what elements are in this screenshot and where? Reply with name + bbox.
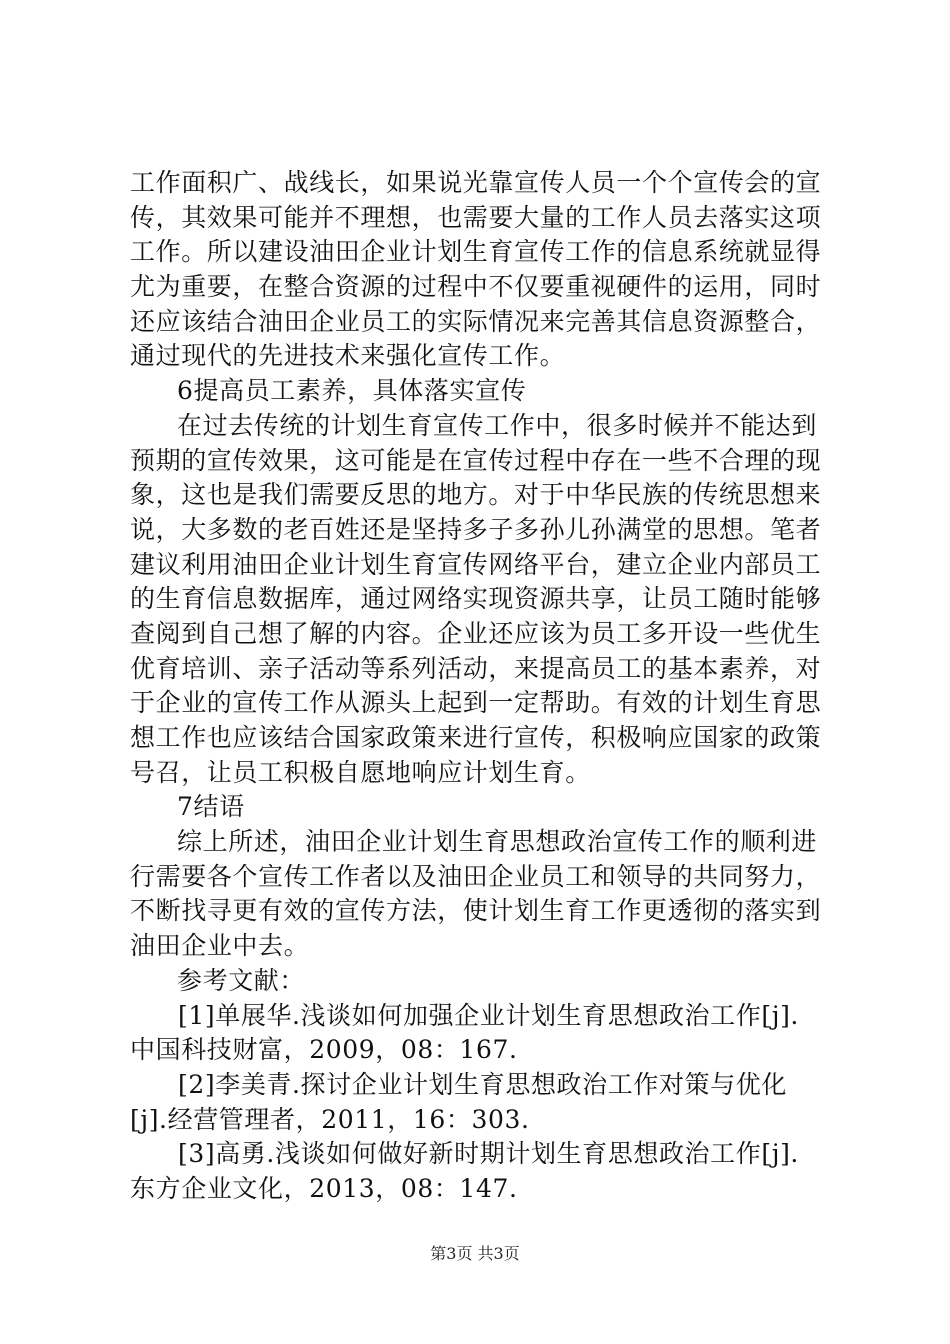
section-heading [130,374,830,409]
reference-line: [2]李美青.探讨企业计划生育思想政治工作对策与优化 [178,1069,787,1099]
references-heading-text: 参考文献： [177,965,306,995]
document-body [130,166,830,1207]
text-line: 还应该结合油田企业员工的实际情况来完善其信息资源整合， [130,306,822,336]
text-line: 工作面积广、战线长，如果说光靠宣传人员一个个宣传会的宣 [130,168,822,197]
reference-line: [1]单展华.浅谈如何加强企业计划生育思想政治工作[j]. [178,1000,799,1030]
reference-line: 东方企业文化，2013，08：147. [130,1173,518,1203]
text-line: 在过去传统的计划生育宣传工作中，很多时候并不能达到 [177,410,818,440]
text-line: 综上所述，油田企业计划生育思想政治宣传工作的顺利进 [177,827,818,857]
text-line: 的生育信息数据库，通过网络实现资源共享，让员工随时能够 [130,584,822,614]
text-line: 行需要各个宣传工作者以及油田企业员工和领导的共同努力， [130,861,822,891]
reference-line: 中国科技财富，2009，08：167. [130,1035,518,1065]
section-heading-text: 6提高员工素养，具体落实宣传 [177,376,527,406]
text-line: 油田企业中去。 [130,931,310,961]
references-heading [130,964,830,999]
text-line: 说，大多数的老百姓还是坚持多子多孙儿孙满堂的思想。笔者 [130,514,822,544]
text-line: 尤为重要，在整合资源的过程中不仅要重视硬件的运用，同时 [130,272,822,302]
text-line: 号召，让员工积极自愿地响应计划生育。 [130,757,591,787]
paragraph [130,166,830,374]
reference-item [130,999,830,1068]
section-heading [130,790,830,825]
reference-item [130,1137,830,1206]
text-line: 象，这也是我们需要反思的地方。对于中华民族的传统思想来 [130,480,822,510]
text-line: 不断找寻更有效的宣传方法，使计划生育工作更透彻的落实到 [130,896,822,926]
text-line: 优育培训、亲子活动等系列活动，来提高员工的基本素养，对 [130,653,822,683]
text-line: 查阅到自己想了解的内容。企业还应该为员工多开设一些优生 [130,618,822,648]
text-line: 想工作也应该结合国家政策来进行宣传，积极响应国家的政策 [130,723,822,752]
text-line: 工作。所以建设油田企业计划生育宣传工作的信息系统就显得 [130,237,822,267]
text-line: 传，其效果可能并不理想，也需要大量的工作人员去落实这项 [130,202,822,232]
section-heading-text: 7结语 [177,792,245,822]
reference-line: [j].经营管理者，2011，16：303. [130,1104,530,1134]
page-number-footer: 第3页 共3页 [430,1244,520,1263]
text-line: 预期的宣传效果，这可能是在宣传过程中存在一些不合理的现 [130,445,822,475]
text-line: 于企业的宣传工作从源头上起到一定帮助。有效的计划生育思 [130,688,822,718]
reference-line: [3]高勇.浅谈如何做好新时期计划生育思想政治工作[j]. [178,1139,799,1169]
text-line: 建议利用油田企业计划生育宣传网络平台，建立企业内部员工 [130,549,822,579]
reference-item [130,1068,830,1137]
paragraph [130,825,830,964]
text-line: 通过现代的先进技术来强化宣传工作。 [130,341,566,371]
paragraph [130,409,830,791]
